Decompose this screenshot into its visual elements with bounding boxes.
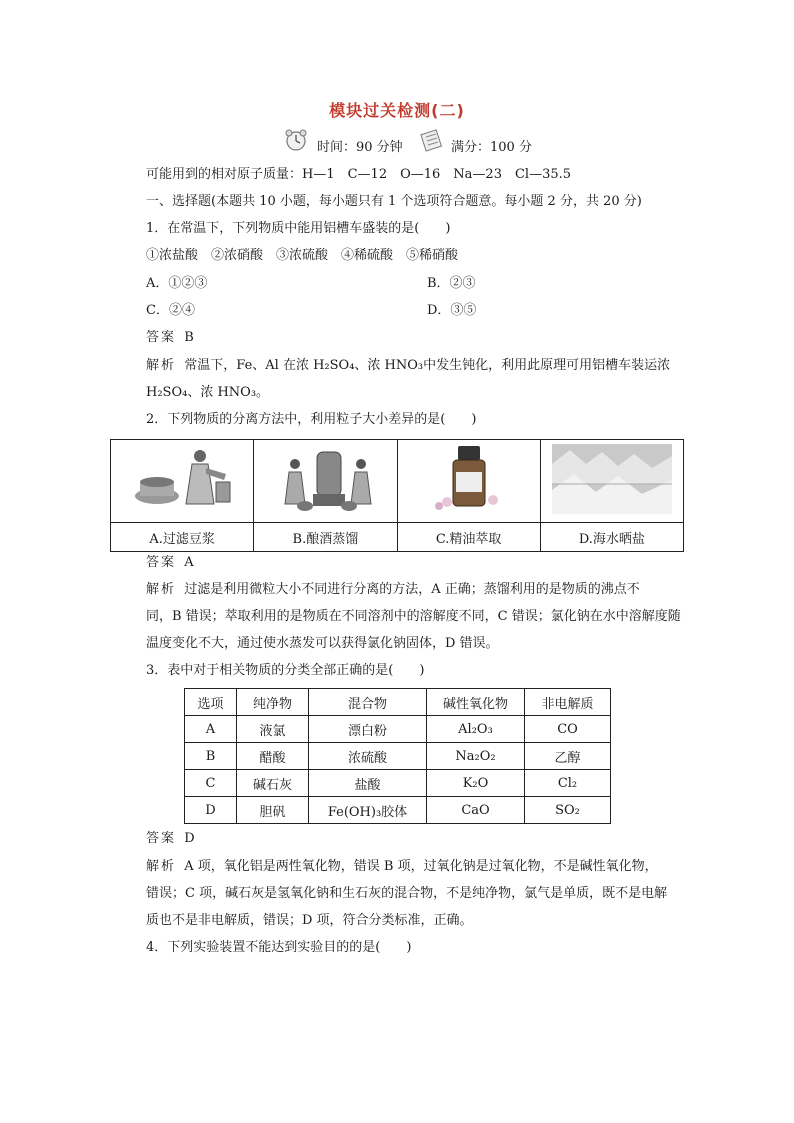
- table-cell: 浓硫酸: [309, 743, 427, 770]
- q1-option-c: C．②④: [146, 303, 195, 318]
- header-cell: 选项: [185, 689, 237, 716]
- q4-stem: 4．下列实验装置不能达到实验目的的是( ): [146, 940, 412, 955]
- section-heading: 一、选择题(本题共 10 小题，每小题只有 1 个选项符合题意。每小题 2 分，共 20 分): [146, 194, 642, 209]
- time-limit: 时间：90 分钟: [317, 140, 403, 155]
- table-cell: A: [185, 716, 237, 743]
- atomic-masses: 可能用到的相对原子质量：H—1 C—12 O—16 Na—23 Cl—35.5: [146, 167, 572, 182]
- q2-stem: 2．下列物质的分离方法中，利用粒子大小差异的是( ): [146, 412, 477, 427]
- q2-caption-a: A.过滤豆浆: [111, 523, 254, 552]
- full-score: 满分：100 分: [451, 140, 532, 155]
- q1-analysis-line2: H₂SO₄、浓 HNO₃。: [146, 385, 270, 400]
- table-cell: 醋酸: [237, 743, 309, 770]
- table-row: [185, 716, 611, 743]
- table-cell: 液氯: [237, 716, 309, 743]
- table-cell: B: [185, 743, 237, 770]
- q2-image-a: [111, 440, 254, 523]
- q3-answer: D: [184, 831, 195, 846]
- table-row: [185, 797, 611, 824]
- table-cell: 漂白粉: [309, 716, 427, 743]
- q2-answer: A: [184, 555, 194, 570]
- q1-answer-label: 答案: [146, 330, 177, 345]
- q3-analysis-label: 解析: [146, 859, 177, 874]
- table-cell: Fe(OH)₃胶体: [309, 797, 427, 824]
- q1-option-a: A．①②③: [146, 276, 208, 291]
- q1-option-b: B．②③: [427, 276, 476, 291]
- q3-analysis-line2: 错误；C 项，碱石灰是氢氧化钠和生石灰的混合物，不是纯净物，氯气是单质，既不是电解: [146, 886, 668, 901]
- table-cell: 胆矾: [237, 797, 309, 824]
- table-cell: Na₂O₂: [427, 743, 525, 770]
- q2-analysis-line3: 温度变化不大，通过使水蒸发可以获得氯化钠固体，D 错误。: [146, 636, 499, 651]
- q1-items: ①浓盐酸 ②浓硝酸 ③浓硫酸 ④稀硫酸 ⑤稀硝酸: [146, 248, 459, 263]
- q2-image-c: [397, 440, 540, 523]
- q2-caption-c: C.精油萃取: [397, 523, 540, 552]
- q3-analysis-line1: A 项，氧化铝是两性氧化物，错误 B 项，过氧化钠是过氧化物，不是碱性氧化物，: [184, 859, 658, 874]
- q3-analysis-line3: 质也不是非电解质，错误；D 项，符合分类标准，正确。: [146, 913, 473, 928]
- q2-analysis-line1: 过滤是利用微粒大小不同进行分离的方法，A 正确；蒸馏利用的是物质的沸点不: [184, 582, 640, 597]
- q2-image-b: [254, 440, 397, 523]
- sea-salt-drying-illustration: [552, 444, 672, 514]
- q3-answer-label: 答案: [146, 831, 177, 846]
- q2-answer-label: 答案: [146, 555, 177, 570]
- q2-analysis-line2: 同，B 错误；萃取利用的是物质在不同溶剂中的溶解度不同，C 错误；氯化钠在水中溶解度随: [146, 609, 681, 624]
- table-header-row: [185, 689, 611, 716]
- q3-stem: 3．表中对于相关物质的分类全部正确的是( ): [146, 663, 425, 678]
- q1-analysis-label: 解析: [146, 358, 177, 373]
- clock-icon: [283, 128, 309, 152]
- table-cell: C: [185, 770, 237, 797]
- q2-image-d: [540, 440, 683, 523]
- table-cell: Al₂O₃: [427, 716, 525, 743]
- table-cell: 碱石灰: [237, 770, 309, 797]
- table-row: [185, 743, 611, 770]
- q2-analysis-label: 解析: [146, 582, 177, 597]
- table-cell: CO: [525, 716, 611, 743]
- q1-option-d: D．③⑤: [427, 303, 477, 318]
- header-cell: 碱性氧化物: [427, 689, 525, 716]
- header-cell: 混合物: [309, 689, 427, 716]
- page-title: 模块过关检测(二): [329, 101, 465, 120]
- table-cell: K₂O: [427, 770, 525, 797]
- table-row: [185, 770, 611, 797]
- wine-distillation-illustration: [265, 444, 385, 514]
- essential-oil-bottle-illustration: [409, 444, 529, 514]
- table-cell: Cl₂: [525, 770, 611, 797]
- q3-classification-table: [184, 688, 611, 824]
- table-cell: CaO: [427, 797, 525, 824]
- q2-figure-table: [110, 439, 684, 552]
- table-cell: D: [185, 797, 237, 824]
- table-cell: SO₂: [525, 797, 611, 824]
- table-cell: 乙醇: [525, 743, 611, 770]
- q1-answer: B: [184, 330, 194, 345]
- header-cell: 非电解质: [525, 689, 611, 716]
- q2-caption-d: D.海水晒盐: [540, 523, 683, 552]
- q2-caption-b: B.酿酒蒸馏: [254, 523, 397, 552]
- q1-stem: 1．在常温下，下列物质中能用铝槽车盛装的是( ): [146, 221, 451, 236]
- paper-icon: [418, 128, 444, 152]
- q1-analysis-line1: 常温下，Fe、Al 在浓 H₂SO₄、浓 HNO₃中发生钝化，利用此原理可用铝槽车装运浓: [184, 358, 671, 373]
- table-cell: 盐酸: [309, 770, 427, 797]
- header-cell: 纯净物: [237, 689, 309, 716]
- filter-soymilk-illustration: [122, 444, 242, 514]
